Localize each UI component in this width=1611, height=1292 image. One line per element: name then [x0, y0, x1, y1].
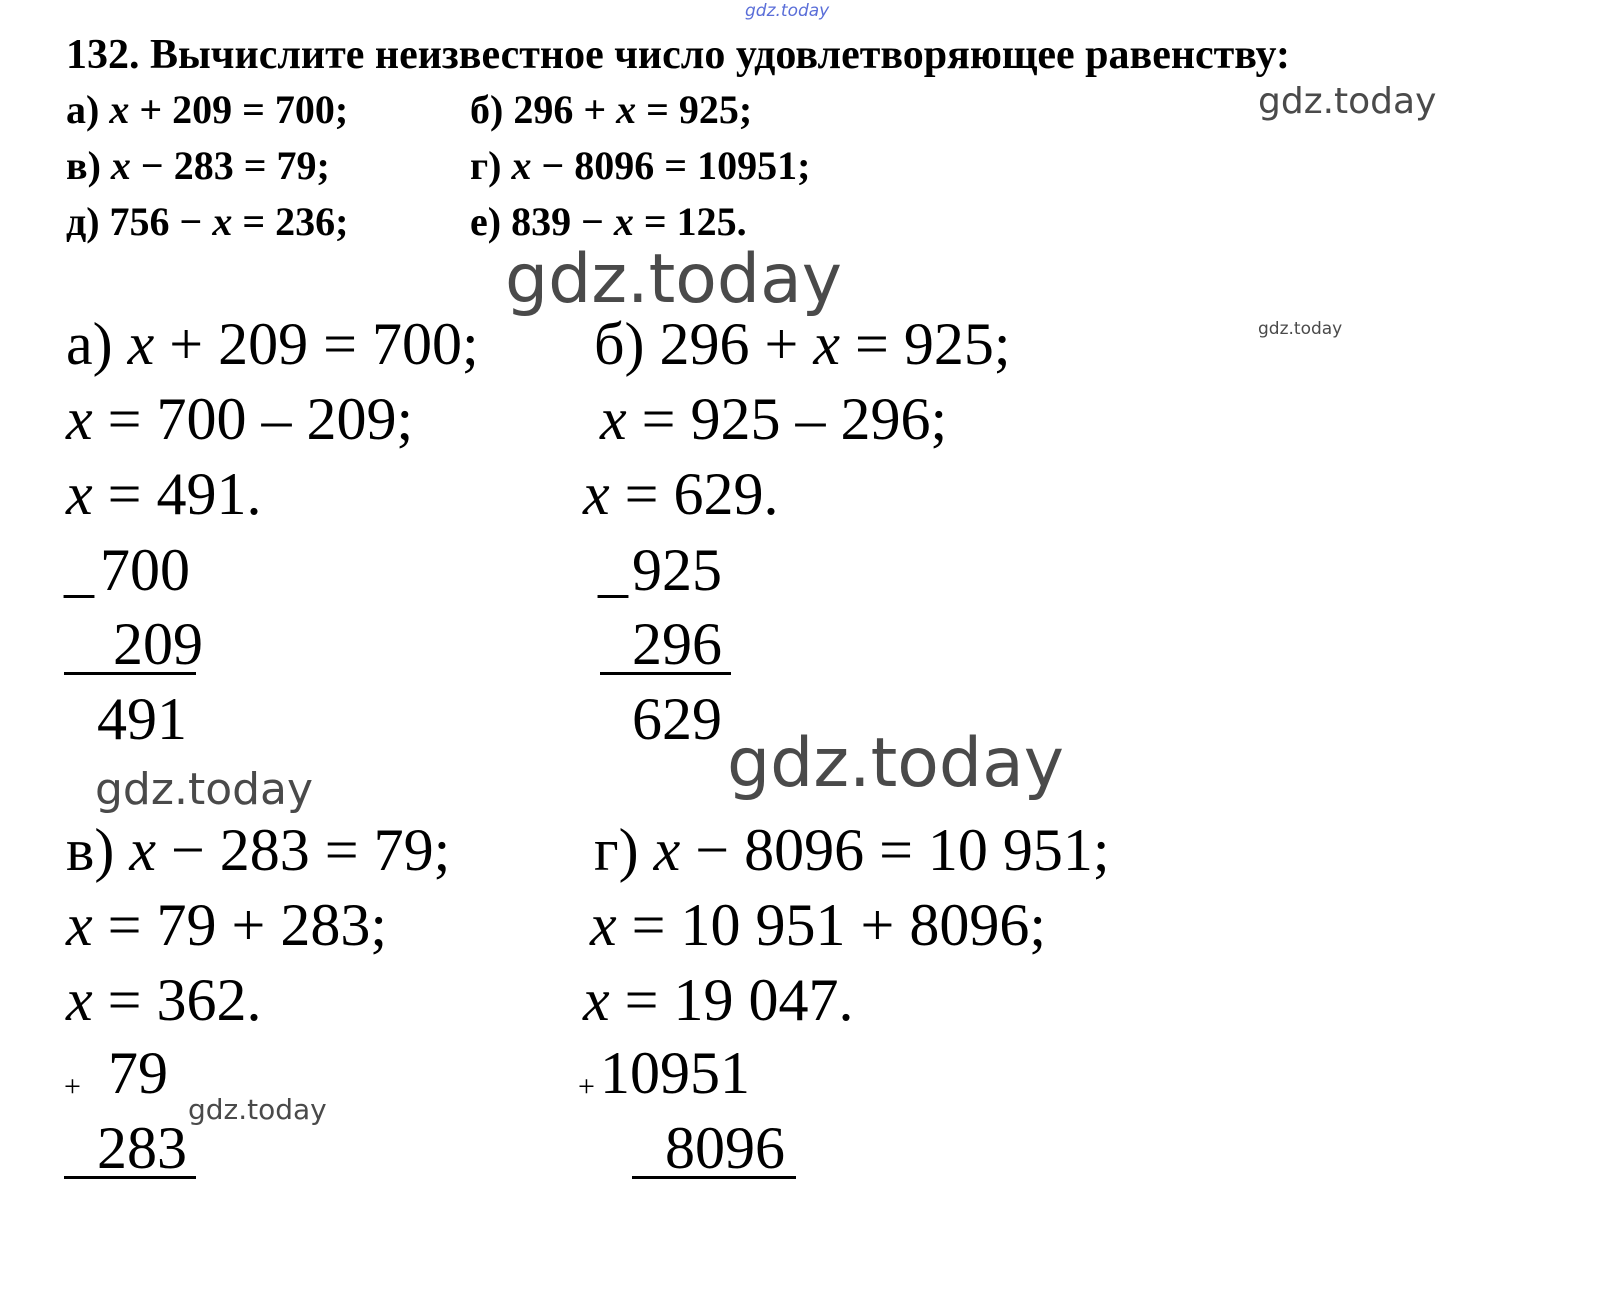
solution-g-equation: г) x − 8096 = 10 951; [594, 817, 1110, 883]
column-a-difference: 491 [97, 686, 187, 752]
column-b-subtrahend: 296 [632, 611, 722, 677]
watermark: gdz.today [727, 724, 1064, 803]
solution-v-step: x = 79 + 283; [66, 892, 387, 958]
column-b-minuend: 925 [632, 537, 722, 603]
watermark: gdz.today [95, 764, 314, 815]
task-title: 132. Вычислите неизвестное число удовлетворяющее равенству: [66, 32, 1290, 78]
task-item-b: б) 296 + x = 925; [470, 87, 753, 132]
task-item-e: е) 839 − x = 125. [470, 199, 747, 244]
column-g-plus-sign: + [578, 1070, 595, 1103]
solution-v-equation: в) x − 283 = 79; [66, 817, 451, 883]
solution-a-result: x = 491. [66, 461, 262, 527]
column-g-addend-2: 8096 [665, 1115, 785, 1181]
watermark: gdz.today [505, 240, 842, 319]
solution-a-step: x = 700 – 209; [66, 386, 414, 452]
watermark: gdz.today [1258, 319, 1343, 339]
watermark: gdz.today [1258, 81, 1437, 122]
solution-v-result: x = 362. [66, 967, 262, 1033]
watermark-top: gdz.today [745, 1, 830, 21]
solution-g-result: x = 19 047. [583, 967, 854, 1033]
column-b-minus-sign: _ [598, 537, 628, 603]
column-v-addend-1: 79 [108, 1040, 168, 1106]
solution-g-step: x = 10 951 + 8096; [590, 892, 1046, 958]
column-a-subtrahend: 209 [98, 611, 203, 677]
task-item-d: д) 756 − x = 236; [66, 199, 349, 244]
column-v-addend-2: 283 [97, 1115, 187, 1181]
column-a-minus-sign: _ [64, 537, 94, 603]
watermark: gdz.today [188, 1093, 327, 1126]
task-item-v: в) x − 283 = 79; [66, 143, 330, 188]
solution-b-equation: б) 296 + x = 925; [594, 311, 1011, 377]
column-g-addend-1: 10951 [600, 1040, 750, 1106]
task-item-g: г) x − 8096 = 10951; [470, 143, 811, 188]
column-b-difference: 629 [632, 686, 722, 752]
solution-a-equation: а) x + 209 = 700; [66, 311, 479, 377]
solution-b-step: x = 925 – 296; [600, 386, 948, 452]
column-a-minuend: 700 [100, 537, 190, 603]
column-v-plus-sign: + [64, 1070, 81, 1103]
solution-b-result: x = 629. [583, 461, 779, 527]
task-item-a: а) x + 209 = 700; [66, 87, 349, 132]
